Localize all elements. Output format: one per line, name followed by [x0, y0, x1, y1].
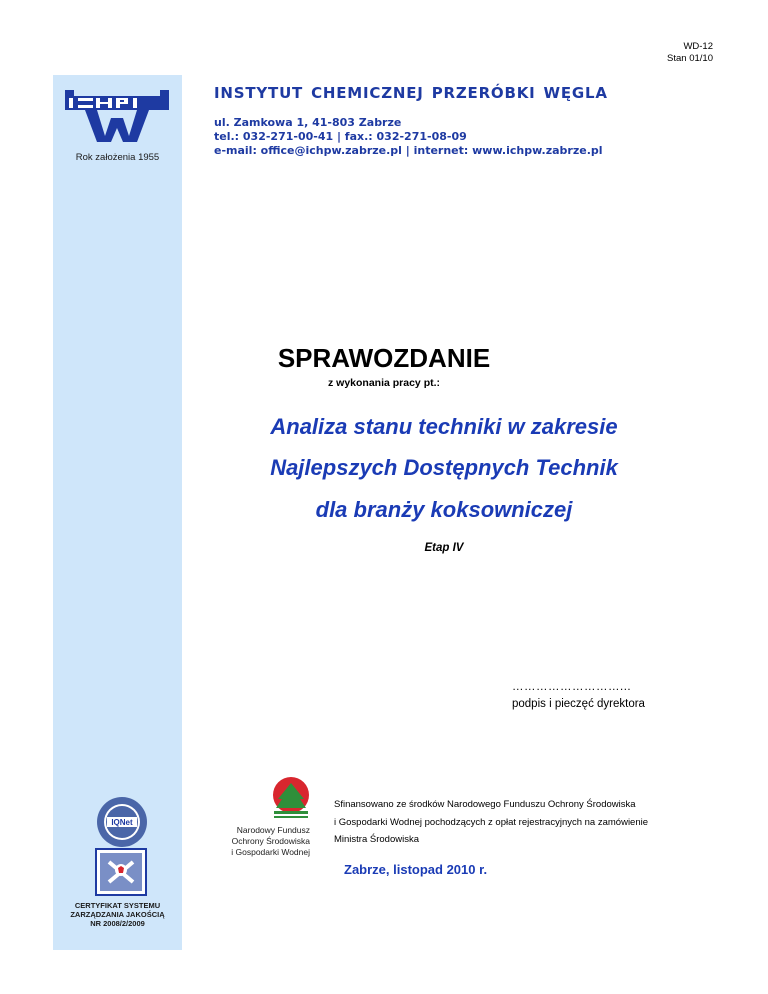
- certificate-line: CERTYFIKAT SYSTEMU: [74, 901, 161, 910]
- certificate-text: [53, 901, 182, 928]
- fund-name-line: Narodowy Fundusz: [236, 825, 310, 835]
- iqnet-seal-icon: [95, 795, 149, 849]
- founded-year: Rok założenia 1955: [75, 152, 160, 163]
- institute-address: ul. Zamkowa 1, 41-803 Zabrze: [214, 116, 402, 129]
- nfosigw-logo: [270, 775, 312, 823]
- report-stage: Etap IV: [424, 542, 464, 554]
- institute-name: INSTYTUT CHEMICZNEJ PRZERÓBKI WĘGLA: [214, 84, 608, 102]
- signature-caption: podpis i pieczęć dyrektora: [512, 698, 645, 710]
- iqnet-label: IQNet: [111, 818, 133, 827]
- quality-certificate-badge-icon: [95, 848, 147, 896]
- certificate-line: ZARZĄDZANIA JAKOŚCIĄ: [70, 910, 165, 919]
- doc-code-line: WD-12: [683, 41, 713, 52]
- institute-contact: e-mail: office@ichpw.zabrze.pl | internet: www.ichpw.zabrze.pl: [214, 144, 603, 157]
- work-title-line-3: dla branży koksowniczej: [315, 497, 573, 522]
- funding-note-line-2: i Gospodarki Wodnej pochodzących z opłat rejestracyjnych na zamówienie: [334, 817, 649, 828]
- funding-note-line-3: Ministra Środowiska: [334, 834, 419, 845]
- report-subtitle: z wykonania pracy pt.:: [327, 377, 441, 389]
- document-code: [667, 41, 713, 65]
- work-title-line-1: Analiza stanu techniki w zakresie: [270, 414, 618, 439]
- report-title: SPRAWOZDANIE: [277, 343, 491, 373]
- work-title-line-2: Najlepszych Dostępnych Technik: [270, 455, 618, 480]
- institute-phone: tel.: 032-271-00-41 | fax.: 032-271-08-09: [214, 130, 467, 143]
- certificate-line: NR 2008/2/2009: [90, 919, 145, 928]
- doc-status-line: Stan 01/10: [667, 53, 713, 64]
- funding-note-line-1: Sfinansowano ze środków Narodowego Funduszu Ochrony Środowiska: [334, 799, 636, 810]
- ichpw-logo: [65, 86, 169, 142]
- fund-name: [214, 825, 310, 858]
- fund-name-line: Ochrony Środowiska: [231, 836, 310, 846]
- signature-line: ………………………...: [512, 681, 632, 693]
- place-and-date: Zabrze, listopad 2010 r.: [344, 862, 488, 877]
- fund-name-line: i Gospodarki Wodnej: [231, 847, 310, 857]
